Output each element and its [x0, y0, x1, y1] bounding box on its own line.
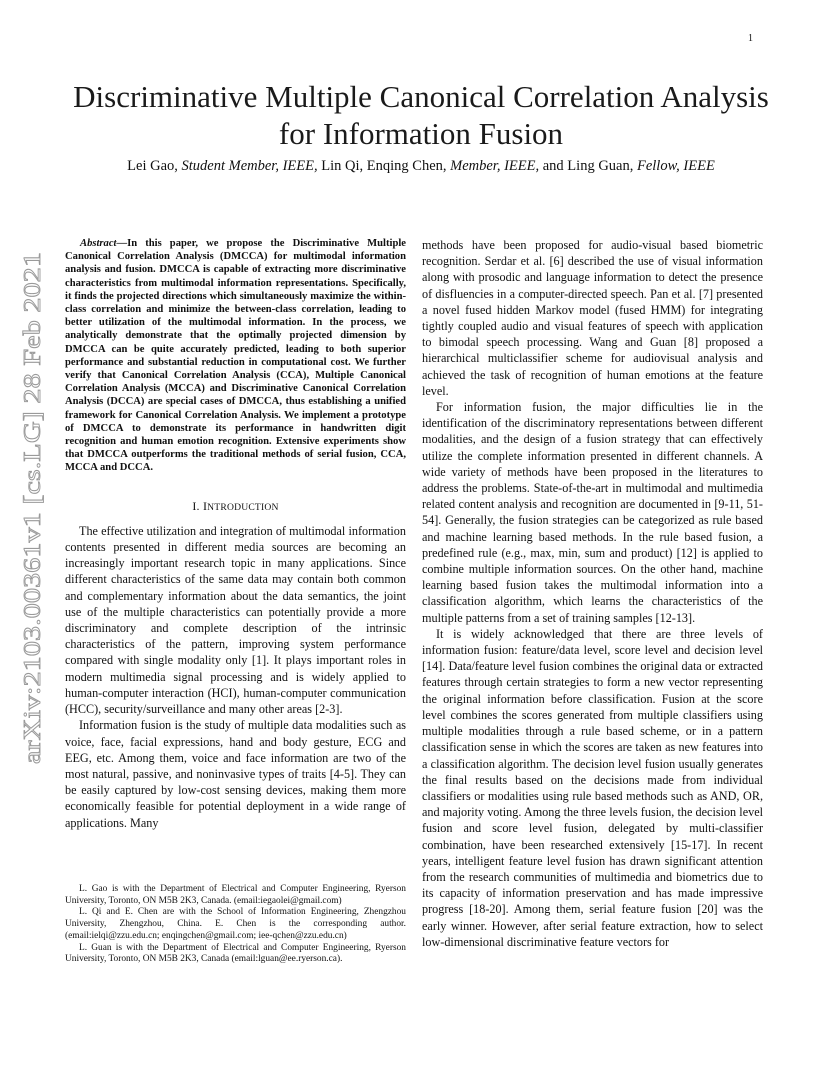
- abstract: [65, 237, 406, 475]
- right-paragraph-2: For information fusion, the major difficulties lie in the identification of the discriminatory representations between different modalities, and the design of a fusion strategy that can effectively utilize the complete information presented in different channels. A wide variety of methods have been proposed in the literatures to address the problems. State-of-the-art in multimodal and multimedia related content analysis and recognition are documented in [9-11, 51-54]. Generally, the fusion strategies can be categorized as rule based and machine learning based methods. In the rule based fusion, a predefined rule (e.g., max, min, sum and product) [12] is applied to combine multiple information sources. On the other hand, machine learning based fusion takes the multimodal information into a classification algorithm, which learns the characteristics of the multiple patterns from a set of training samples [12-13].: [422, 400, 763, 625]
- abstract-lead: Abstract: [80, 238, 117, 249]
- right-paragraph-1: methods have been proposed for audio-visual based biometric recognition. Serdar et al. [6] described the use of visual information along with prosodic and language information to detect the presence of disfluencies in a computer-directed speech. Pan et al. [7] presented a novel fused hidden Markov model (fused HMM) for integrating tightly coupled audio and visual features of speech with application to bimodal speech processing. Wang and Guan [8] proposed a hierarchical multiclassifier scheme for audiovisual analysis and achieved the task of recognition of human emotions at the feature level.: [422, 238, 763, 398]
- section-heading-introduction: [65, 498, 406, 516]
- author-3-role: Member, IEEE,: [450, 158, 540, 174]
- left-column: [65, 237, 406, 831]
- left-paragraph-1: The effective utilization and integration of multimodal information contents presented in different media sources are becoming an increasingly important research topic in many applications. Since different characteristics of the same data may contain both common and complementary information about the data semantics, the joint use of the multiple characteristics can potentially provide a more discriminatory and complete description of the intrinsic characteristics of the pattern, improving system performance compared with single modality only [1]. It plays important roles in modern multimedia signal processing and is widely applied to human-computer interaction (HCI), human-computer communication (HCC), security/surveillance and many other areas [2-3].: [65, 523, 406, 717]
- paper-title: Discriminative Multiple Canonical Correlation Analysis for Information Fusion: [73, 79, 769, 151]
- author-4: and Ling Guan,: [542, 158, 634, 174]
- author-4-role: Fellow, IEEE: [636, 158, 715, 174]
- arxiv-stamp-graphic: [2, 248, 50, 768]
- right-column: [422, 237, 763, 950]
- footnote-2: L. Qi and E. Chen are with the School of Information Engineering, Zhengzhou University, Zhengzhou, China. E. Chen is the corresponding author. (email:ielqi@zzu.edu.cn; enqingchen@gmail.com; iee-qchen@zzu.edu.cn): [65, 907, 406, 941]
- right-paragraph-3: It is widely acknowledged that there are three levels of information fusion: feature/data level, score level and decision level [14]. Data/feature level fusion combines the original data or extracted features through certain strategies to form a new vector representing the original information before classification. Fusion at the score level combines the scores generated from multiple classifiers using multiple modalities through a rule based scheme, or in a pattern classification sense in which the scores are taken as new features into a classification algorithm. The decision level fusion usually generates the final results based on the decisions made from individual classifiers or modalities using rule based methods such as AND, OR, and majority voting. Among the three levels fusion, the decision level fusion and score level fusion, delegated by multi-classifier combination, have been researched extensively [15-17]. In recent years, intelligent feature level fusion has drawn significant attention from the research communities of multimedia and biometrics due to its capacity of information preservation and has made impressive progress [18-20]. Among them, serial feature fusion [20] was the early winner. However, after serial feature extraction, how to select low-dimensional discriminative feature vectors for: [422, 626, 763, 949]
- page-number: 1: [748, 33, 753, 44]
- author-2-3: Lin Qi, Enqing Chen,: [321, 158, 447, 174]
- section-title-rest: NTRODUCTION: [207, 501, 279, 513]
- author-1-role: Student Member, IEEE,: [181, 158, 318, 174]
- arxiv-stamp-text: arXiv:2103.00361v1 [cs.LG] 28 Feb 2021: [19, 350, 46, 764]
- abstract-text: —In this paper, we propose the Discriminative Multiple Canonical Correlation Analysis (DMCCA) for multimodal information analysis and fusion. DMCCA is capable of extracting more discriminative characteristics from multimodal information representations. Specifically, it finds the projected directions which simultaneously maximize the within-class correlation and minimize the between-class correlation, leading to better utilization of the multimodal information. In the process, we analytically demonstrate that the optimally projected dimension by DMCCA can be quite accurately predicted, leading to both superior performance and substantial reduction in computational cost. We further verify that Canonical Correlation Analysis (CCA), Multiple Canonical Correlation Analysis (MCCA) and Discriminative Canonical Correlation Analysis (DCCA) are special cases of DMCCA, thus establishing a unified framework for Canonical Correlation Analysis. We implement a prototype of DMCCA to demonstrate its performance in handwritten digit recognition and human emotion recognition. Extensive experiments show that DMCCA outperforms the traditional methods of serial fusion, CCA, MCCA and DCCA.: [65, 238, 406, 474]
- footnotes: [65, 884, 406, 966]
- section-numeral: I. I: [192, 498, 208, 513]
- footnote-3: L. Guan is with the Department of Electrical and Computer Engineering, Ryerson University, Toronto, ON M5B 2K3, Canada (email:lguan@ee.ryerson.ca).: [65, 942, 406, 965]
- footnote-1: L. Gao is with the Department of Electrical and Computer Engineering, Ryerson University, Toronto, ON M5B 2K3, Canada. (email:iegaolei@gmail.com): [65, 884, 406, 906]
- left-paragraph-2: Information fusion is the study of multiple data modalities such as voice, face, facial expressions, hand and body gesture, ECG and EEG, etc. Among them, voice and face information are two of the most natural, passive, and noninvasive types of traits [4-5]. They can be easily captured by low-cost sensing devices, making them more economically feasible for potential deployment in a wide range of applications. Many: [65, 718, 406, 830]
- arxiv-stamp: [2, 248, 50, 768]
- author-line: [60, 158, 782, 175]
- author-1: Lei Gao,: [127, 158, 178, 174]
